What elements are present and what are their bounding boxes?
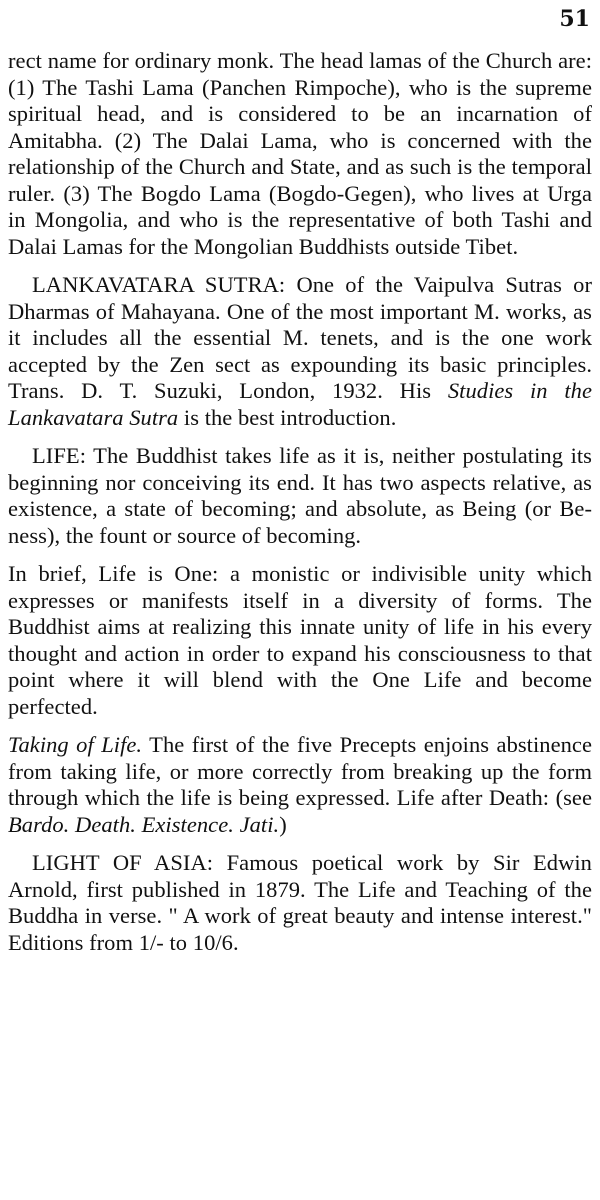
page-number: 51 bbox=[559, 6, 590, 32]
paragraph-taking-of-life bbox=[8, 732, 592, 838]
entry-text: The Buddhist takes life as it is, neither postulating its beginning nor conceiving its end. It has two aspects relative, as existence, a state of becoming; and absolute, as Being (or Be-ness), the fount or source of becoming. bbox=[8, 443, 592, 548]
subentry-heading: Taking of Life. bbox=[8, 732, 143, 757]
entry-italic-title: Studies in the Lankavatara Sutra bbox=[8, 378, 593, 430]
paragraph-text: In brief, Life is One: a monistic or indivisible unity which expresses or manifests itself in a diversity of forms. The Buddhist aims at realizing this innate unity of life in his every thought and action in order to expand his consciousness to that point where it will blend with the One Life and become perfected. bbox=[8, 561, 592, 719]
entry-heading: LIGHT OF ASIA: bbox=[32, 850, 214, 875]
entry-heading: LANKAVATARA SUTRA: bbox=[32, 272, 286, 297]
paragraph-head-lamas bbox=[8, 48, 592, 260]
paragraph-text: rect name for ordinary monk. The head lamas of the Church are: (1) The Tashi Lama (Panchen Rimpoche), who is the supreme spiritual head, and is considered to be an incarnation of Amitabha. (2) The Dalai Lama, who is concerned with the relationship of the Church and State, and as such is the temporal ruler. (3) The Bogdo Lama (Bogdo-Gegen), who lives at Urga in Mongolia, and who is the representative of both Tashi and Dalai Lamas for the Mongolian Buddhists outside Tibet. bbox=[8, 48, 592, 259]
cross-references: Bardo. Death. Existence. Jati. bbox=[8, 811, 280, 837]
entry-text-end: is the best introduction. bbox=[178, 404, 397, 430]
paragraph-text: The first of the five Precepts enjoins abstinence from taking life, or more correctly from breaking up the form through which the life is being expressed. Life after Death: (see bbox=[8, 732, 592, 810]
entry-heading: LIFE: bbox=[32, 443, 86, 468]
paragraph-life-is-one bbox=[8, 561, 592, 720]
page-content bbox=[8, 48, 592, 968]
entry-lankavatara-sutra bbox=[8, 272, 592, 431]
entry-text: One of the Vaipulva Sutras or Dharmas of Mahayana. One of the most important M. works, as it includes all the essential M. tenets, and is the one work accepted by the Zen sect as expounding its basic principles. Trans. D. T. Suzuki, London, 1932. His bbox=[8, 272, 592, 403]
entry-text: Famous poetical work by Sir Edwin Arnold, first published in 1879. The Life and Teaching of the Buddha in verse. " A work of great beauty and intense interest." Editions from 1/- to 10/6. bbox=[8, 850, 592, 955]
entry-life bbox=[8, 443, 592, 549]
paragraph-text-end: ) bbox=[279, 811, 287, 837]
entry-light-of-asia bbox=[8, 850, 592, 956]
